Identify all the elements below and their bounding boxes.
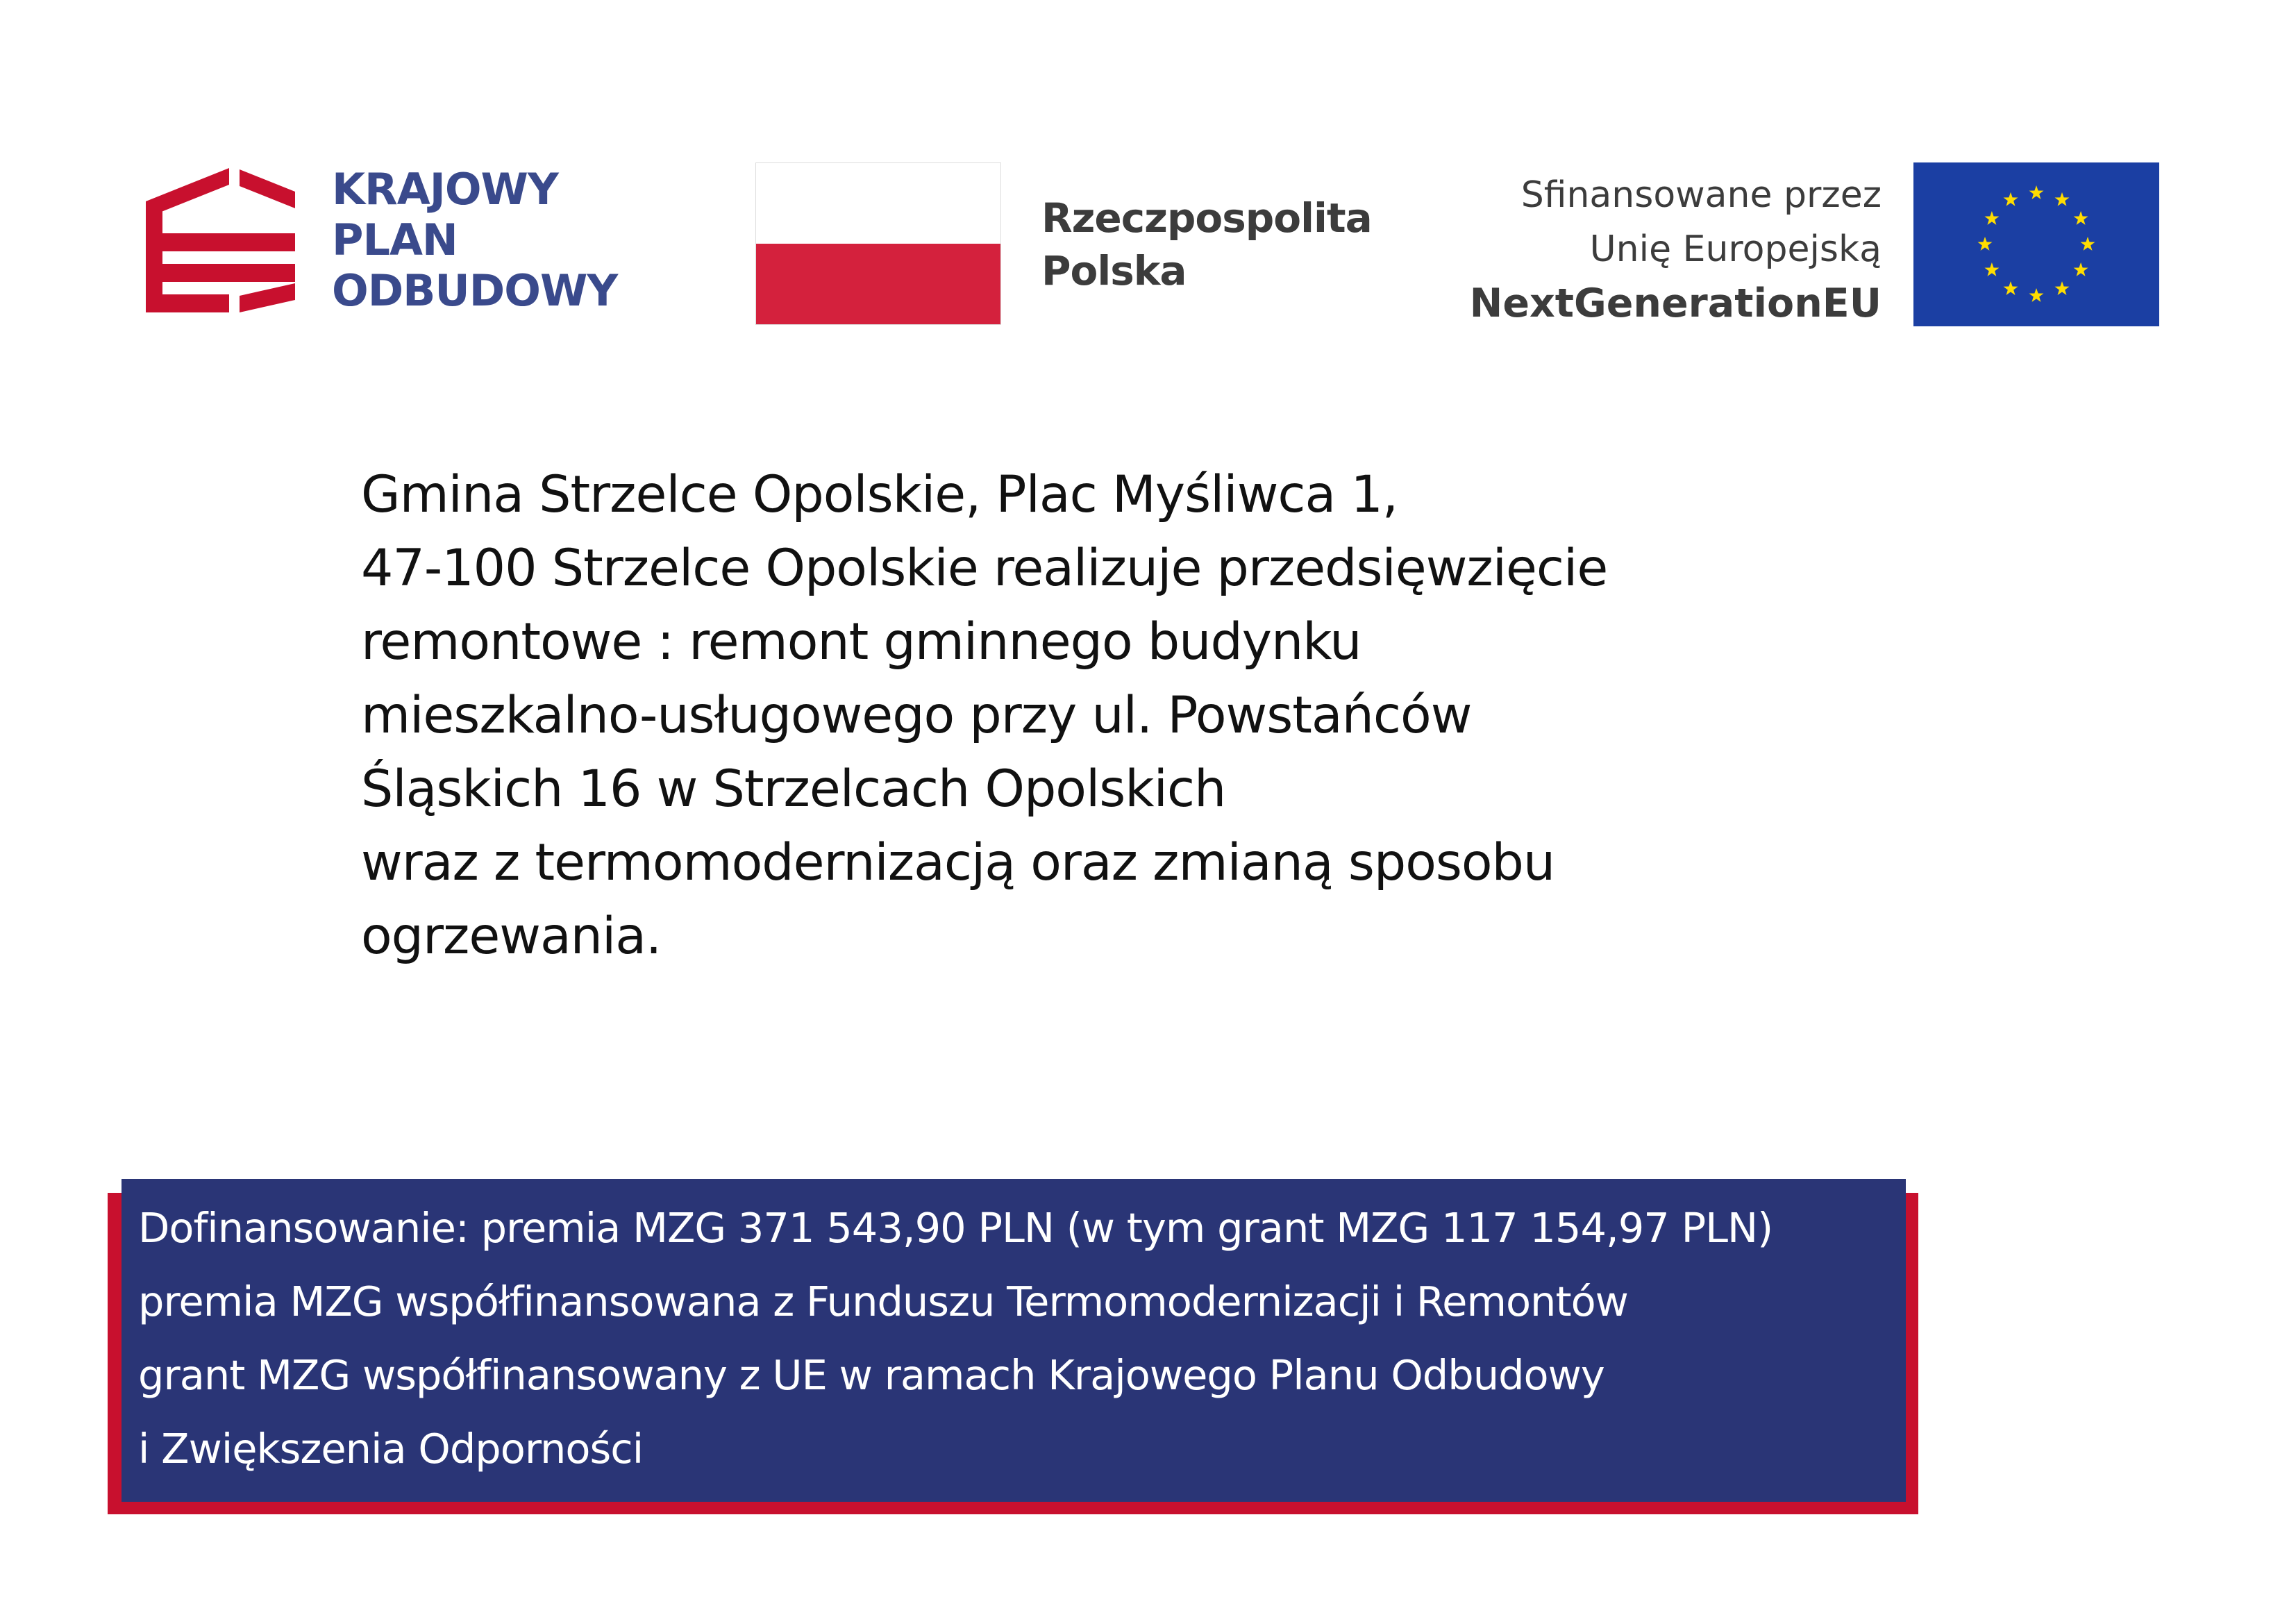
eu-logo (1451, 162, 2159, 329)
funding-text (138, 1191, 1773, 1486)
description-line: mieszkalno-usługowego przy ul. Powstańców (361, 686, 1472, 745)
project-description (361, 458, 1736, 973)
funding-box (121, 1179, 1906, 1502)
kpo-line-1: KRAJOWY (332, 164, 558, 215)
description-line: Gmina Strzelce Opolskie, Plac Myśliwca 1, (361, 465, 1398, 524)
description-line: wraz z termomodernizacją oraz zmianą sposobu (361, 833, 1555, 892)
description-line: ogrzewania. (361, 907, 662, 966)
polish-flag-icon (755, 162, 1001, 325)
funding-line: premia MZG współfinansowana z Funduszu Termomodernizacji i Remontów (138, 1278, 1628, 1325)
rp-logo (755, 162, 1380, 326)
eu-line-2: Unię Europejską (1589, 228, 1882, 270)
eu-flag-icon (1913, 162, 2159, 326)
kpo-line-2: PLAN (332, 215, 458, 265)
description-line: remontowe : remont gminnego budynku (361, 612, 1361, 671)
eu-wordmark (1470, 168, 1882, 330)
eu-line-1: Sfinansowane przez (1520, 174, 1882, 216)
rp-line-2: Polska (1041, 247, 1187, 294)
description-line: Śląskich 16 w Strzelcach Opolskich (361, 760, 1226, 819)
funding-line: Dofinansowanie: premia MZG 371 543,90 PLN (w tym grant MZG 117 154,97 PLN) (138, 1204, 1773, 1252)
funding-line: i Zwiększenia Odporności (138, 1425, 644, 1473)
kpo-emblem-icon (146, 161, 295, 328)
rp-wordmark (1041, 192, 1372, 297)
kpo-wordmark (332, 164, 617, 316)
rp-line-1: Rzeczpospolita (1041, 194, 1372, 242)
description-line: 47-100 Strzelce Opolskie realizuje przedsięwzięcie (361, 539, 1608, 598)
kpo-logo (146, 161, 660, 328)
eu-line-3: NextGenerationEU (1469, 281, 1882, 326)
funding-line: grant MZG współfinansowany z UE w ramach Krajowego Planu Odbudowy (138, 1351, 1604, 1399)
kpo-line-3: ODBUDOWY (332, 265, 618, 316)
